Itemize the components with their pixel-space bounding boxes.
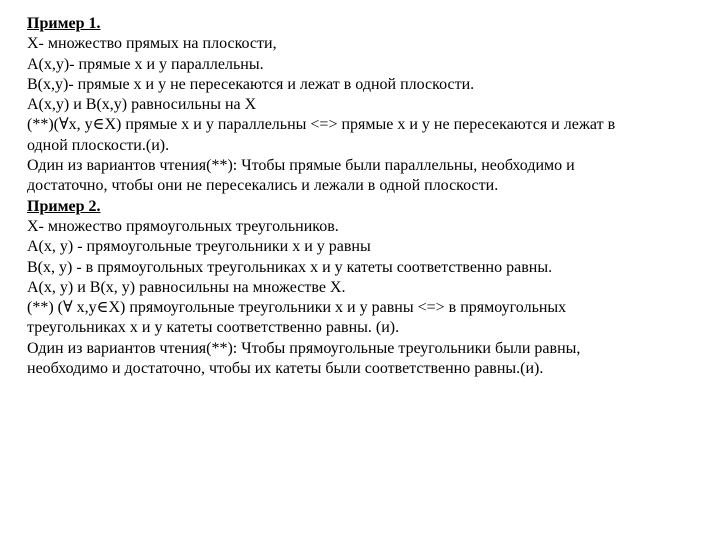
example-1-line: Х- множество прямых на плоскости, <box>27 35 277 53</box>
example-2-line: треугольниках х и у катеты соответственно равны. (и). <box>27 319 400 337</box>
example-2-heading: Пример 2. <box>27 197 101 215</box>
example-2-line: (**) (∀ х,у∈Х) прямоугольные треугольники х и у равны <=> в прямоугольных <box>27 299 567 317</box>
example-2-line: необходимо и достаточно, чтобы их катеты были соответственно равны.(и). <box>27 360 544 378</box>
example-1-line: одной плоскости.(и). <box>27 136 170 154</box>
example-1-line: А(x,y) и В(x,y) равносильны на Х <box>27 96 257 114</box>
example-1-line: Один из вариантов чтения(**): Чтобы прямые были параллельны, необходимо и <box>27 157 575 175</box>
example-2-line: В(х, у) - в прямоугольных треугольниках х и у катеты соответственно равны. <box>27 258 553 276</box>
example-1-line: А(x,y)- прямые x и y параллельны. <box>27 55 264 73</box>
example-1-line: (**)(∀x, y∈Х) прямые х и у параллельны <=> прямые х и у не пересекаются и лежат в <box>27 116 616 134</box>
example-2-line: Один из вариантов чтения(**): Чтобы прямоугольные треугольники были равны, <box>27 339 581 357</box>
example-1-line: В(x,y)- прямые x и y не пересекаются и лежат в одной плоскости. <box>27 75 475 93</box>
example-2-line: Х- множество прямоугольных треугольников. <box>27 217 339 235</box>
example-1-heading: Пример 1. <box>27 15 101 32</box>
example-2-line: А(х, у) и В(х, у) равносильны на множестве Х. <box>27 278 346 296</box>
slide-text <box>27 14 707 379</box>
example-2-line: А(х, у) - прямоугольные треугольники х и у равны <box>27 238 371 256</box>
example-1-line: достаточно, чтобы они не пересекались и лежали в одной плоскости. <box>27 177 499 195</box>
